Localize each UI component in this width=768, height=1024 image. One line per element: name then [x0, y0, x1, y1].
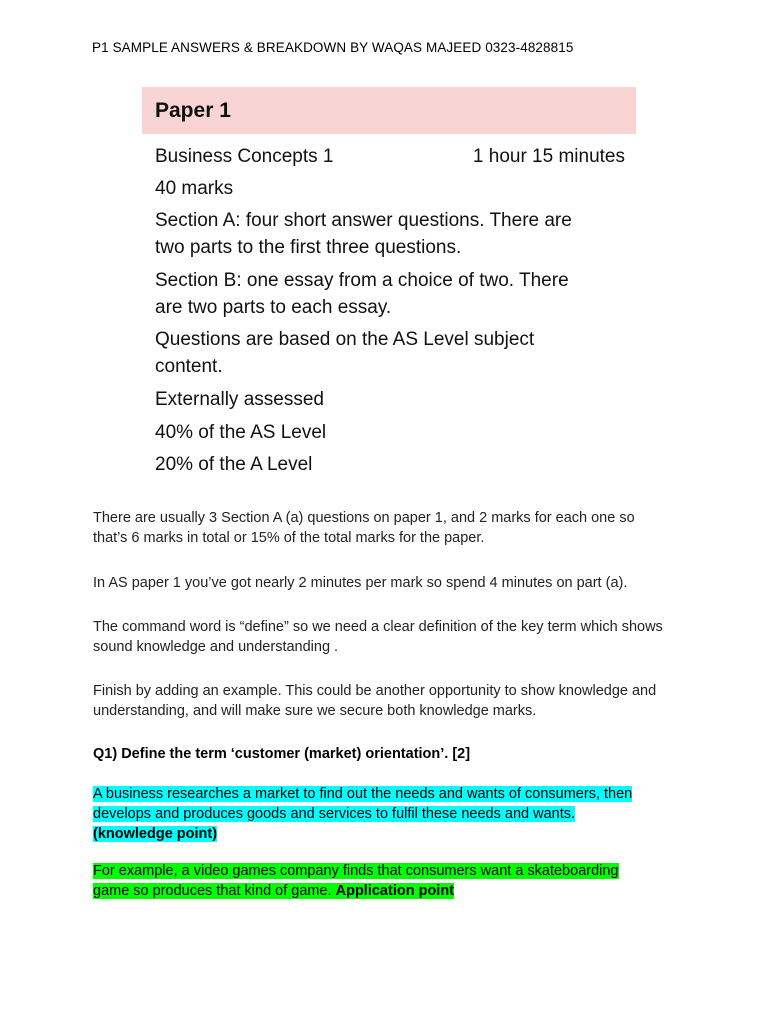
- application-example-text: game so produces that kind of game.: [93, 883, 336, 899]
- paragraph-timing: In AS paper 1 you’ve got nearly 2 minutes per mark so spend 4 minutes on part (a).: [93, 575, 628, 591]
- application-point-label: Application point: [335, 883, 455, 899]
- paragraph-example-advice: Finish by adding an example. This could be another opportunity to show knowledge and understanding, and will make sure we secure both knowledge marks.: [93, 683, 657, 719]
- application-example-line: For example, a video games company finds that consumers want a skateboarding: [93, 863, 619, 879]
- knowledge-answer-line: A business researches a market to find out the needs and wants of consumers, then: [93, 786, 633, 802]
- spec-line: Externally assessed: [155, 389, 324, 410]
- knowledge-answer: [93, 784, 673, 844]
- paragraph-section-a: There are usually 3 Section A (a) questions on paper 1, and 2 marks for each one so that’s 6 marks in total or 15% of the total marks for the paper.: [93, 510, 635, 546]
- spec-line: Section B: one essay from a choice of two. There: [155, 270, 569, 291]
- spec-duration: 1 hour 15 minutes: [472, 146, 625, 167]
- paper-title: Paper 1: [155, 98, 231, 122]
- knowledge-answer-line: develops and produces goods and services to fulfil these needs and wants.: [93, 806, 576, 822]
- spec-line: Questions are based on the AS Level subject: [155, 329, 535, 350]
- application-example-line-2: [93, 883, 454, 899]
- paper-spec-box: [142, 87, 636, 475]
- spec-line: Section A: four short answer questions. There are: [155, 210, 572, 231]
- spec-subject-row: [155, 143, 625, 170]
- application-example: [93, 861, 673, 901]
- page-header: P1 SAMPLE ANSWERS & BREAKDOWN BY WAQAS MAJEED 0323-4828815: [92, 40, 574, 55]
- spec-line: 40% of the AS Level: [155, 422, 327, 443]
- spec-line: two parts to the first three questions.: [155, 237, 462, 258]
- paper-title-bar: [142, 87, 636, 134]
- spec-line: content.: [155, 356, 223, 377]
- paragraph-command-word: The command word is “define” so we need a clear definition of the key term which shows sound knowledge and understanding .: [93, 619, 663, 655]
- spec-line: are two parts to each essay.: [155, 297, 392, 318]
- question-heading: Q1) Define the term ‘customer (market) orientation’. [2]: [93, 746, 471, 762]
- knowledge-point-label: (knowledge point): [93, 826, 218, 842]
- spec-subject: Business Concepts 1: [155, 146, 334, 167]
- spec-line: 20% of the A Level: [155, 454, 313, 475]
- knowledge-point-tag: [93, 826, 217, 842]
- spec-line: 40 marks: [155, 178, 234, 199]
